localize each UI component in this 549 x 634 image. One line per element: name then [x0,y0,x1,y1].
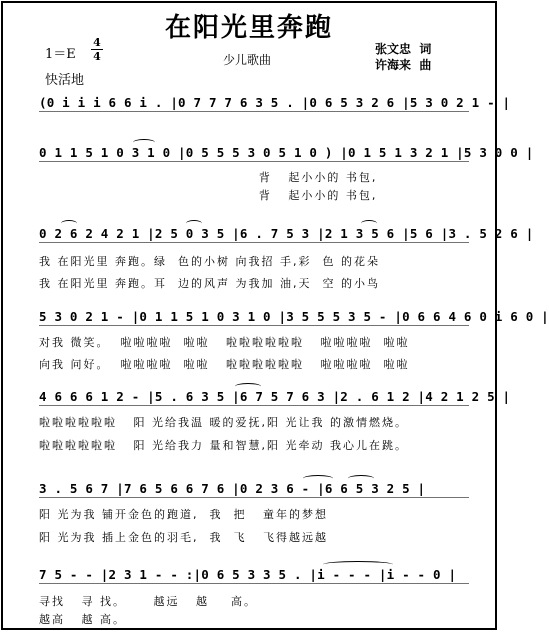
slur-mark [348,475,374,482]
lyric-line: 我 在阳光里 奔跑。耳 边的风声 为我加 油,天 空 的小鸟 [39,277,380,290]
song-title: 在阳光里奔跑 [164,13,333,43]
notes-line: 4 6 6 6 1 2 - |5 . 6 3 5 |6 7 5 7 6 3 |2 . 6 1 2 |4 2 1 2 5 | [39,389,469,407]
notes-line: (0 i i i 6 6 i . |0 7 7 7 6 3 5 . |0 6 5 3 2 6 |5 3 0 2 1 - | [39,95,469,113]
slur-mark [133,139,155,146]
lyric-line: 我 在阳光里 奔跑。绿 色的小树 向我招 手,彩 色 的花朵 [39,255,380,268]
slur-mark [235,383,261,390]
credits [375,41,431,73]
lyric-line: 背 起小小的 书包, [39,171,378,184]
slur-mark [61,220,77,227]
slur-mark [323,561,393,568]
notes-line: 3 . 5 6 7 |7 6 5 6 6 7 6 |0 2 3 6 - |6 6 5 3 2 5 | [39,481,469,499]
slur-mark [186,220,202,227]
song-genre: 少儿歌曲 [223,53,272,67]
lyric-line: 背 起小小的 书包, [39,189,378,202]
notes-line: 5 3 0 2 1 - |0 1 1 5 1 0 3 1 0 |3 5 5 5 3 5 - |0 6 6 4 6 0 i 6 0 | [39,309,469,327]
lyric-line: 对我 微笑。 啦啦啦啦 啦啦 啦啦啦啦啦啦 啦啦啦啦 啦啦 [39,336,410,349]
lyric-line: 越高 越 高。 [39,613,126,626]
notes-line: 0 2 6 2 4 2 1 |2 5 0 3 5 |6 . 7 5 3 |2 1 3 5 6 |5 6 |3 . 5 2 6 | [39,226,469,244]
composer: 许海来 曲 [375,58,432,72]
time-bottom: 4 [93,50,101,63]
score-page [1,1,549,630]
lyric-line: 阳 光为我 铺开金色的跑道, 我 把 童年的梦想 [39,508,328,521]
lyric-line: 啦啦啦啦啦啦 阳 光给我温 暖的爱抚,阳 光让我 的激情燃烧。 [39,416,408,429]
slur-mark [361,220,377,227]
slur-mark [303,475,333,482]
time-signature [91,37,103,62]
key-signature: 1＝E [45,47,76,62]
lyric-line: 向我 问好。 啦啦啦啦 啦啦 啦啦啦啦啦啦 啦啦啦啦 啦啦 [39,358,410,371]
lyric-line: 啦啦啦啦啦啦 阳 光给我力 量和智慧,阳 光牵动 我心儿在跳。 [39,439,408,452]
time-top: 4 [93,36,101,49]
lyricist: 张文忠 词 [375,42,432,56]
notes-line: 0 1 1 5 1 0 3 1 0 |0 5 5 5 3 0 5 1 0 ) |0 1 5 1 3 2 1 |5 3 0 0 | [39,145,469,163]
tempo-marking: 快活地 [45,73,85,88]
lyric-line: 寻找 寻 找。 越远 越 高。 [39,595,257,608]
lyric-line: 阳 光为我 插上金色的羽毛, 我 飞 飞得越远越 [39,531,328,544]
notes-line: 7 5 - - |2 3 1 - - :|0 6 5 3 3 5 . |i - - - |i - - 0 | [39,567,469,585]
